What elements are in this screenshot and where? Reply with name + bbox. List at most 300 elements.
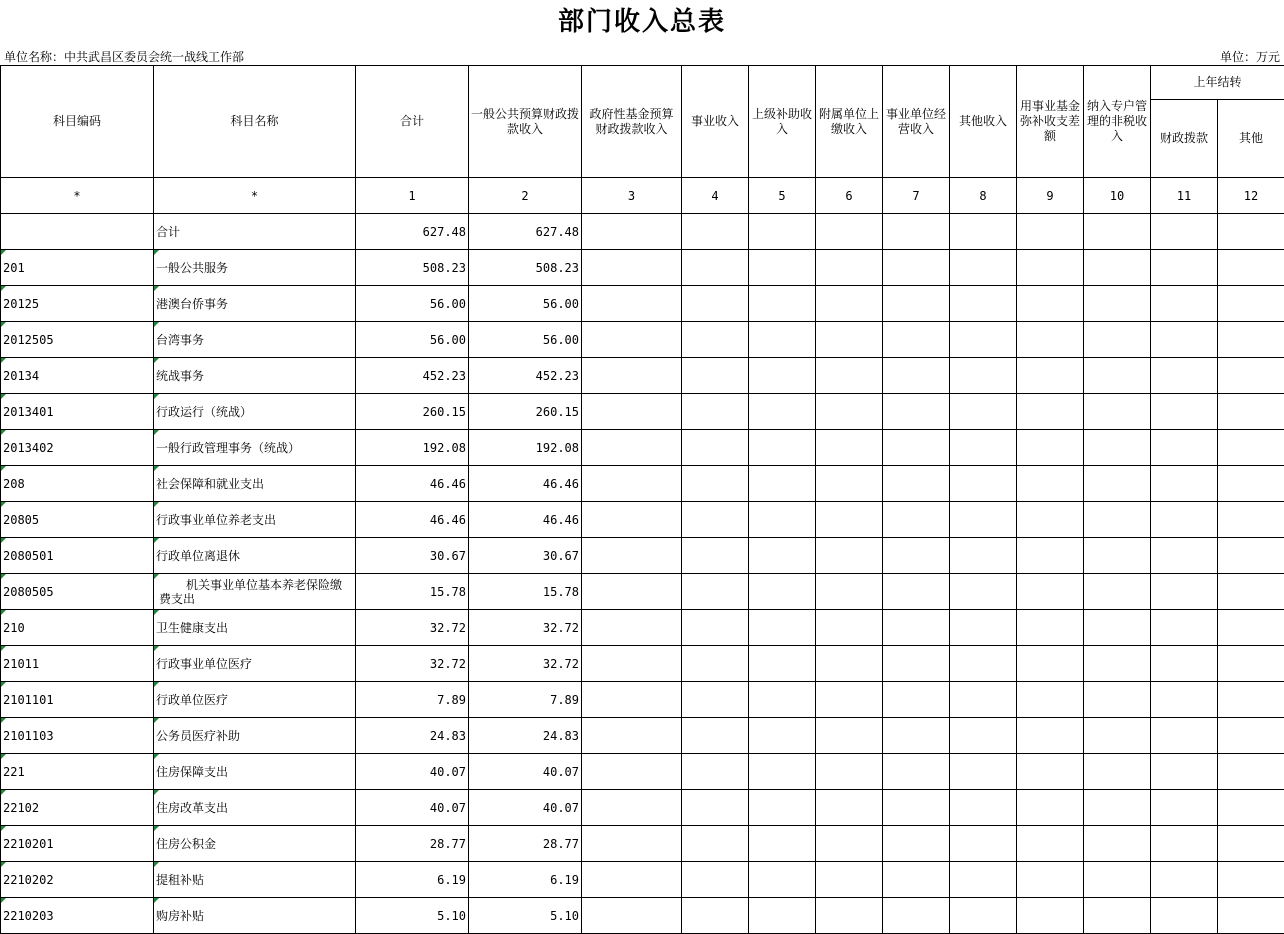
general-budget-amount[interactable]: 40.07 xyxy=(469,790,582,826)
subject-name: 合计 xyxy=(156,225,180,239)
subject-name-cell[interactable] xyxy=(154,394,356,430)
empty-amount-cell[interactable] xyxy=(1017,322,1084,358)
empty-amount-cell[interactable] xyxy=(883,286,950,322)
general-budget-amount[interactable]: 6.19 xyxy=(469,862,582,898)
empty-amount-cell[interactable] xyxy=(816,538,883,574)
empty-amount-cell[interactable] xyxy=(1218,610,1284,646)
subject-code: 20125 xyxy=(3,297,39,311)
empty-amount-cell[interactable] xyxy=(1017,574,1084,610)
empty-amount-cell[interactable] xyxy=(682,754,749,790)
general-budget-amount[interactable]: 40.07 xyxy=(469,754,582,790)
general-budget-amount[interactable]: 24.83 xyxy=(469,718,582,754)
cell-marker-icon xyxy=(154,682,159,687)
empty-amount-cell[interactable] xyxy=(582,682,682,718)
empty-amount-cell[interactable] xyxy=(883,214,950,250)
subject-code: 2013401 xyxy=(3,405,54,419)
empty-amount-cell[interactable] xyxy=(1218,862,1284,898)
empty-amount-cell[interactable] xyxy=(582,466,682,502)
empty-amount-cell[interactable] xyxy=(1017,862,1084,898)
empty-amount-cell[interactable] xyxy=(816,610,883,646)
empty-amount-cell[interactable] xyxy=(1084,754,1151,790)
empty-amount-cell[interactable] xyxy=(1084,538,1151,574)
empty-amount-cell[interactable] xyxy=(1017,646,1084,682)
empty-amount-cell[interactable] xyxy=(749,394,816,430)
empty-amount-cell[interactable] xyxy=(1017,250,1084,286)
general-budget-amount[interactable]: 46.46 xyxy=(469,502,582,538)
empty-amount-cell[interactable] xyxy=(816,214,883,250)
total-amount[interactable]: 40.07 xyxy=(356,790,469,826)
empty-amount-cell[interactable] xyxy=(883,646,950,682)
empty-amount-cell[interactable] xyxy=(1017,790,1084,826)
subject-name: 购房补贴 xyxy=(156,909,204,923)
empty-amount-cell[interactable] xyxy=(883,394,950,430)
empty-amount-cell[interactable] xyxy=(950,358,1017,394)
empty-amount-cell[interactable] xyxy=(1017,214,1084,250)
subject-name-cell[interactable] xyxy=(154,610,356,646)
subject-code-cell[interactable] xyxy=(1,754,154,790)
empty-amount-cell[interactable] xyxy=(749,214,816,250)
general-budget-amount[interactable]: 260.15 xyxy=(469,394,582,430)
empty-amount-cell[interactable] xyxy=(883,610,950,646)
general-budget-amount[interactable]: 32.72 xyxy=(469,646,582,682)
empty-amount-cell[interactable] xyxy=(816,718,883,754)
empty-amount-cell[interactable] xyxy=(816,754,883,790)
empty-amount-cell[interactable] xyxy=(749,826,816,862)
empty-amount-cell[interactable] xyxy=(1218,790,1284,826)
empty-amount-cell[interactable] xyxy=(582,826,682,862)
general-budget-amount[interactable]: 15.78 xyxy=(469,574,582,610)
subject-name-cell[interactable] xyxy=(154,646,356,682)
empty-amount-cell[interactable] xyxy=(1017,466,1084,502)
subject-code-cell[interactable] xyxy=(1,286,154,322)
empty-amount-cell[interactable] xyxy=(1017,502,1084,538)
empty-amount-cell[interactable] xyxy=(1151,214,1218,250)
empty-amount-cell[interactable] xyxy=(1151,862,1218,898)
empty-amount-cell[interactable] xyxy=(950,646,1017,682)
subject-code-cell[interactable] xyxy=(1,250,154,286)
empty-amount-cell[interactable] xyxy=(816,286,883,322)
empty-amount-cell[interactable] xyxy=(1218,682,1284,718)
empty-amount-cell[interactable] xyxy=(682,286,749,322)
empty-amount-cell[interactable] xyxy=(1017,682,1084,718)
empty-amount-cell[interactable] xyxy=(682,898,749,934)
empty-amount-cell[interactable] xyxy=(749,430,816,466)
empty-amount-cell[interactable] xyxy=(1218,250,1284,286)
cell-marker-icon xyxy=(1,250,6,255)
cell-marker-icon xyxy=(154,862,159,867)
cell-marker-icon xyxy=(154,286,159,291)
empty-amount-cell[interactable] xyxy=(749,646,816,682)
empty-amount-cell[interactable] xyxy=(682,358,749,394)
empty-amount-cell[interactable] xyxy=(1017,754,1084,790)
empty-amount-cell[interactable] xyxy=(582,862,682,898)
subject-name-cell[interactable] xyxy=(154,214,356,250)
empty-amount-cell[interactable] xyxy=(682,538,749,574)
empty-amount-cell[interactable] xyxy=(1084,898,1151,934)
empty-amount-cell[interactable] xyxy=(1218,430,1284,466)
empty-amount-cell[interactable] xyxy=(1151,646,1218,682)
empty-amount-cell[interactable] xyxy=(1084,322,1151,358)
empty-amount-cell[interactable] xyxy=(816,322,883,358)
empty-amount-cell[interactable] xyxy=(1151,790,1218,826)
empty-amount-cell[interactable] xyxy=(1218,214,1284,250)
subject-code-cell[interactable] xyxy=(1,358,154,394)
total-amount[interactable]: 40.07 xyxy=(356,754,469,790)
subject-code-cell[interactable] xyxy=(1,862,154,898)
empty-amount-cell[interactable] xyxy=(950,430,1017,466)
empty-amount-cell[interactable] xyxy=(1151,286,1218,322)
subject-code: 2210203 xyxy=(3,909,54,923)
empty-amount-cell[interactable] xyxy=(1017,358,1084,394)
subject-code-cell[interactable] xyxy=(1,646,154,682)
empty-amount-cell[interactable] xyxy=(1218,286,1284,322)
empty-amount-cell[interactable] xyxy=(1218,898,1284,934)
empty-amount-cell[interactable] xyxy=(1084,250,1151,286)
empty-amount-cell[interactable] xyxy=(1151,250,1218,286)
empty-amount-cell[interactable] xyxy=(1084,214,1151,250)
empty-amount-cell[interactable] xyxy=(816,682,883,718)
empty-amount-cell[interactable] xyxy=(749,754,816,790)
empty-amount-cell[interactable] xyxy=(816,646,883,682)
empty-amount-cell[interactable] xyxy=(1151,574,1218,610)
cell-marker-icon xyxy=(1,394,6,399)
subject-name-cell[interactable] xyxy=(154,826,356,862)
empty-amount-cell[interactable] xyxy=(749,538,816,574)
subject-name-cell[interactable] xyxy=(154,286,356,322)
empty-amount-cell[interactable] xyxy=(749,574,816,610)
subject-name-cell[interactable] xyxy=(154,790,356,826)
subject-name-cell[interactable] xyxy=(154,898,356,934)
empty-amount-cell[interactable] xyxy=(1218,358,1284,394)
subject-code-cell[interactable] xyxy=(1,394,154,430)
empty-amount-cell[interactable] xyxy=(1151,358,1218,394)
general-budget-amount[interactable]: 627.48 xyxy=(469,214,582,250)
subject-code-cell[interactable] xyxy=(1,574,154,610)
empty-amount-cell[interactable] xyxy=(950,610,1017,646)
empty-amount-cell[interactable] xyxy=(749,790,816,826)
general-budget-amount[interactable]: 30.67 xyxy=(469,538,582,574)
general-budget-amount[interactable]: 7.89 xyxy=(469,682,582,718)
empty-amount-cell[interactable] xyxy=(1151,718,1218,754)
empty-amount-cell[interactable] xyxy=(883,250,950,286)
empty-amount-cell[interactable] xyxy=(1218,646,1284,682)
subject-name: 行政运行（统战） xyxy=(156,405,252,419)
empty-amount-cell[interactable] xyxy=(816,502,883,538)
empty-amount-cell[interactable] xyxy=(950,754,1017,790)
empty-amount-cell[interactable] xyxy=(1218,826,1284,862)
empty-amount-cell[interactable] xyxy=(883,322,950,358)
empty-amount-cell[interactable] xyxy=(682,466,749,502)
empty-amount-cell[interactable] xyxy=(582,430,682,466)
empty-amount-cell[interactable] xyxy=(749,718,816,754)
empty-amount-cell[interactable] xyxy=(816,574,883,610)
empty-amount-cell[interactable] xyxy=(1151,610,1218,646)
empty-amount-cell[interactable] xyxy=(1084,394,1151,430)
empty-amount-cell[interactable] xyxy=(749,322,816,358)
empty-amount-cell[interactable] xyxy=(682,610,749,646)
empty-amount-cell[interactable] xyxy=(816,250,883,286)
empty-amount-cell[interactable] xyxy=(682,646,749,682)
total-amount[interactable]: 192.08 xyxy=(356,430,469,466)
cell-marker-icon xyxy=(1,358,6,363)
empty-amount-cell[interactable] xyxy=(1084,502,1151,538)
subject-code-cell[interactable] xyxy=(1,322,154,358)
empty-amount-cell[interactable] xyxy=(1084,466,1151,502)
empty-amount-cell[interactable] xyxy=(1151,430,1218,466)
subject-code-cell[interactable] xyxy=(1,502,154,538)
total-amount[interactable]: 260.15 xyxy=(356,394,469,430)
empty-amount-cell[interactable] xyxy=(1084,358,1151,394)
empty-amount-cell[interactable] xyxy=(1017,286,1084,322)
subject-name-cell[interactable] xyxy=(154,574,356,610)
empty-amount-cell[interactable] xyxy=(883,754,950,790)
subject-name-cell[interactable] xyxy=(154,466,356,502)
empty-amount-cell[interactable] xyxy=(883,862,950,898)
empty-amount-cell[interactable] xyxy=(682,502,749,538)
empty-amount-cell[interactable] xyxy=(883,826,950,862)
empty-amount-cell[interactable] xyxy=(950,502,1017,538)
total-amount[interactable]: 56.00 xyxy=(356,322,469,358)
total-amount[interactable]: 15.78 xyxy=(356,574,469,610)
empty-amount-cell[interactable] xyxy=(816,826,883,862)
subject-code-cell[interactable] xyxy=(1,790,154,826)
empty-amount-cell[interactable] xyxy=(1084,790,1151,826)
empty-amount-cell[interactable] xyxy=(582,322,682,358)
empty-amount-cell[interactable] xyxy=(582,790,682,826)
empty-amount-cell[interactable] xyxy=(950,538,1017,574)
empty-amount-cell[interactable] xyxy=(1084,610,1151,646)
subject-name-cell[interactable] xyxy=(154,754,356,790)
total-amount[interactable]: 627.48 xyxy=(356,214,469,250)
empty-amount-cell[interactable] xyxy=(749,466,816,502)
empty-amount-cell[interactable] xyxy=(816,394,883,430)
total-amount[interactable]: 56.00 xyxy=(356,286,469,322)
empty-amount-cell[interactable] xyxy=(1017,610,1084,646)
empty-amount-cell[interactable] xyxy=(1084,826,1151,862)
empty-amount-cell[interactable] xyxy=(682,862,749,898)
empty-amount-cell[interactable] xyxy=(1084,286,1151,322)
empty-amount-cell[interactable] xyxy=(582,538,682,574)
subject-code-cell[interactable] xyxy=(1,610,154,646)
empty-amount-cell[interactable] xyxy=(1017,826,1084,862)
empty-amount-cell[interactable] xyxy=(816,358,883,394)
subject-code-cell[interactable] xyxy=(1,538,154,574)
subject-name-cell[interactable] xyxy=(154,538,356,574)
empty-amount-cell[interactable] xyxy=(682,394,749,430)
empty-amount-cell[interactable] xyxy=(582,250,682,286)
empty-amount-cell[interactable] xyxy=(749,502,816,538)
empty-amount-cell[interactable] xyxy=(582,646,682,682)
empty-amount-cell[interactable] xyxy=(883,358,950,394)
empty-amount-cell[interactable] xyxy=(749,898,816,934)
empty-amount-cell[interactable] xyxy=(1084,862,1151,898)
total-amount[interactable]: 5.10 xyxy=(356,898,469,934)
empty-amount-cell[interactable] xyxy=(950,898,1017,934)
empty-amount-cell[interactable] xyxy=(1218,538,1284,574)
empty-amount-cell[interactable] xyxy=(1151,898,1218,934)
subject-name-cell[interactable] xyxy=(154,862,356,898)
total-amount[interactable]: 7.89 xyxy=(356,682,469,718)
empty-amount-cell[interactable] xyxy=(1218,394,1284,430)
cell-marker-icon xyxy=(1,466,6,471)
empty-amount-cell[interactable] xyxy=(749,358,816,394)
empty-amount-cell[interactable] xyxy=(682,322,749,358)
empty-amount-cell[interactable] xyxy=(1151,538,1218,574)
empty-amount-cell[interactable] xyxy=(883,502,950,538)
empty-amount-cell[interactable] xyxy=(582,574,682,610)
empty-amount-cell[interactable] xyxy=(816,790,883,826)
empty-amount-cell[interactable] xyxy=(816,466,883,502)
general-budget-amount[interactable]: 32.72 xyxy=(469,610,582,646)
empty-amount-cell[interactable] xyxy=(950,574,1017,610)
empty-amount-cell[interactable] xyxy=(682,790,749,826)
subject-code-cell[interactable] xyxy=(1,718,154,754)
empty-amount-cell[interactable] xyxy=(1017,898,1084,934)
cell-marker-icon xyxy=(154,394,159,399)
empty-amount-cell[interactable] xyxy=(1017,430,1084,466)
empty-amount-cell[interactable] xyxy=(1218,574,1284,610)
subject-name: 港澳台侨事务 xyxy=(156,297,228,311)
empty-amount-cell[interactable] xyxy=(682,682,749,718)
empty-amount-cell[interactable] xyxy=(950,322,1017,358)
empty-amount-cell[interactable] xyxy=(682,250,749,286)
empty-amount-cell[interactable] xyxy=(749,250,816,286)
empty-amount-cell[interactable] xyxy=(950,466,1017,502)
empty-amount-cell[interactable] xyxy=(950,286,1017,322)
general-budget-amount[interactable]: 5.10 xyxy=(469,898,582,934)
empty-amount-cell[interactable] xyxy=(883,790,950,826)
empty-amount-cell[interactable] xyxy=(883,538,950,574)
empty-amount-cell[interactable] xyxy=(883,466,950,502)
empty-amount-cell[interactable] xyxy=(1017,538,1084,574)
empty-amount-cell[interactable] xyxy=(1084,430,1151,466)
empty-amount-cell[interactable] xyxy=(749,862,816,898)
column-number: * xyxy=(1,178,154,214)
general-budget-amount[interactable]: 56.00 xyxy=(469,322,582,358)
empty-amount-cell[interactable] xyxy=(950,790,1017,826)
general-budget-amount[interactable]: 28.77 xyxy=(469,826,582,862)
subject-code-cell[interactable] xyxy=(1,430,154,466)
empty-amount-cell[interactable] xyxy=(682,574,749,610)
empty-amount-cell[interactable] xyxy=(582,754,682,790)
empty-amount-cell[interactable] xyxy=(1084,574,1151,610)
empty-amount-cell[interactable] xyxy=(749,286,816,322)
general-budget-amount[interactable]: 452.23 xyxy=(469,358,582,394)
general-budget-amount[interactable]: 46.46 xyxy=(469,466,582,502)
subject-name-cell[interactable] xyxy=(154,502,356,538)
empty-amount-cell[interactable] xyxy=(582,502,682,538)
empty-amount-cell[interactable] xyxy=(582,214,682,250)
empty-amount-cell[interactable] xyxy=(1151,466,1218,502)
total-amount[interactable]: 6.19 xyxy=(356,862,469,898)
empty-amount-cell[interactable] xyxy=(1151,322,1218,358)
empty-amount-cell[interactable] xyxy=(1084,718,1151,754)
column-number: 8 xyxy=(950,178,1017,214)
empty-amount-cell[interactable] xyxy=(682,214,749,250)
subject-code-cell[interactable] xyxy=(1,898,154,934)
empty-amount-cell[interactable] xyxy=(682,826,749,862)
total-amount[interactable]: 508.23 xyxy=(356,250,469,286)
empty-amount-cell[interactable] xyxy=(1151,826,1218,862)
empty-amount-cell[interactable] xyxy=(682,430,749,466)
empty-amount-cell[interactable] xyxy=(816,430,883,466)
empty-amount-cell[interactable] xyxy=(682,718,749,754)
empty-amount-cell[interactable] xyxy=(883,430,950,466)
subject-name-cell[interactable] xyxy=(154,430,356,466)
total-amount[interactable]: 452.23 xyxy=(356,358,469,394)
empty-amount-cell[interactable] xyxy=(1218,322,1284,358)
empty-amount-cell[interactable] xyxy=(1017,394,1084,430)
empty-amount-cell[interactable] xyxy=(582,286,682,322)
empty-amount-cell[interactable] xyxy=(1218,502,1284,538)
total-amount[interactable]: 32.72 xyxy=(356,610,469,646)
general-budget-amount[interactable]: 56.00 xyxy=(469,286,582,322)
empty-amount-cell[interactable] xyxy=(883,682,950,718)
empty-amount-cell[interactable] xyxy=(950,682,1017,718)
empty-amount-cell[interactable] xyxy=(883,574,950,610)
empty-amount-cell[interactable] xyxy=(1151,682,1218,718)
empty-amount-cell[interactable] xyxy=(950,394,1017,430)
empty-amount-cell[interactable] xyxy=(1151,754,1218,790)
subject-code-cell[interactable] xyxy=(1,826,154,862)
empty-amount-cell[interactable] xyxy=(749,610,816,646)
subject-name-cell[interactable] xyxy=(154,682,356,718)
empty-amount-cell[interactable] xyxy=(1218,718,1284,754)
empty-amount-cell[interactable] xyxy=(950,718,1017,754)
subject-code-cell[interactable] xyxy=(1,682,154,718)
empty-amount-cell[interactable] xyxy=(1017,718,1084,754)
empty-amount-cell[interactable] xyxy=(582,610,682,646)
empty-amount-cell[interactable] xyxy=(582,394,682,430)
subject-name-cell[interactable] xyxy=(154,718,356,754)
empty-amount-cell[interactable] xyxy=(1151,502,1218,538)
subject-name-cell[interactable] xyxy=(154,358,356,394)
empty-amount-cell[interactable] xyxy=(582,898,682,934)
empty-amount-cell[interactable] xyxy=(883,898,950,934)
empty-amount-cell[interactable] xyxy=(950,214,1017,250)
empty-amount-cell[interactable] xyxy=(1151,394,1218,430)
empty-amount-cell[interactable] xyxy=(1084,646,1151,682)
total-amount[interactable]: 46.46 xyxy=(356,466,469,502)
empty-amount-cell[interactable] xyxy=(749,682,816,718)
empty-amount-cell[interactable] xyxy=(950,862,1017,898)
empty-amount-cell[interactable] xyxy=(883,718,950,754)
subject-code-cell[interactable] xyxy=(1,466,154,502)
empty-amount-cell[interactable] xyxy=(816,898,883,934)
empty-amount-cell[interactable] xyxy=(950,250,1017,286)
total-amount[interactable]: 28.77 xyxy=(356,826,469,862)
total-amount[interactable]: 30.67 xyxy=(356,538,469,574)
empty-amount-cell[interactable] xyxy=(582,718,682,754)
general-budget-amount[interactable]: 508.23 xyxy=(469,250,582,286)
total-amount[interactable]: 46.46 xyxy=(356,502,469,538)
empty-amount-cell[interactable] xyxy=(950,826,1017,862)
empty-amount-cell[interactable] xyxy=(1218,754,1284,790)
table-row xyxy=(1,898,1284,934)
total-amount[interactable]: 32.72 xyxy=(356,646,469,682)
empty-amount-cell[interactable] xyxy=(1084,682,1151,718)
subject-name-cell[interactable] xyxy=(154,250,356,286)
empty-amount-cell[interactable] xyxy=(582,358,682,394)
total-amount[interactable]: 24.83 xyxy=(356,718,469,754)
subject-code-cell[interactable] xyxy=(1,214,154,250)
empty-amount-cell[interactable] xyxy=(816,862,883,898)
general-budget-amount[interactable]: 192.08 xyxy=(469,430,582,466)
empty-amount-cell[interactable] xyxy=(1218,466,1284,502)
column-number: 9 xyxy=(1017,178,1084,214)
cell-marker-icon xyxy=(154,898,159,903)
subject-name-cell[interactable] xyxy=(154,322,356,358)
